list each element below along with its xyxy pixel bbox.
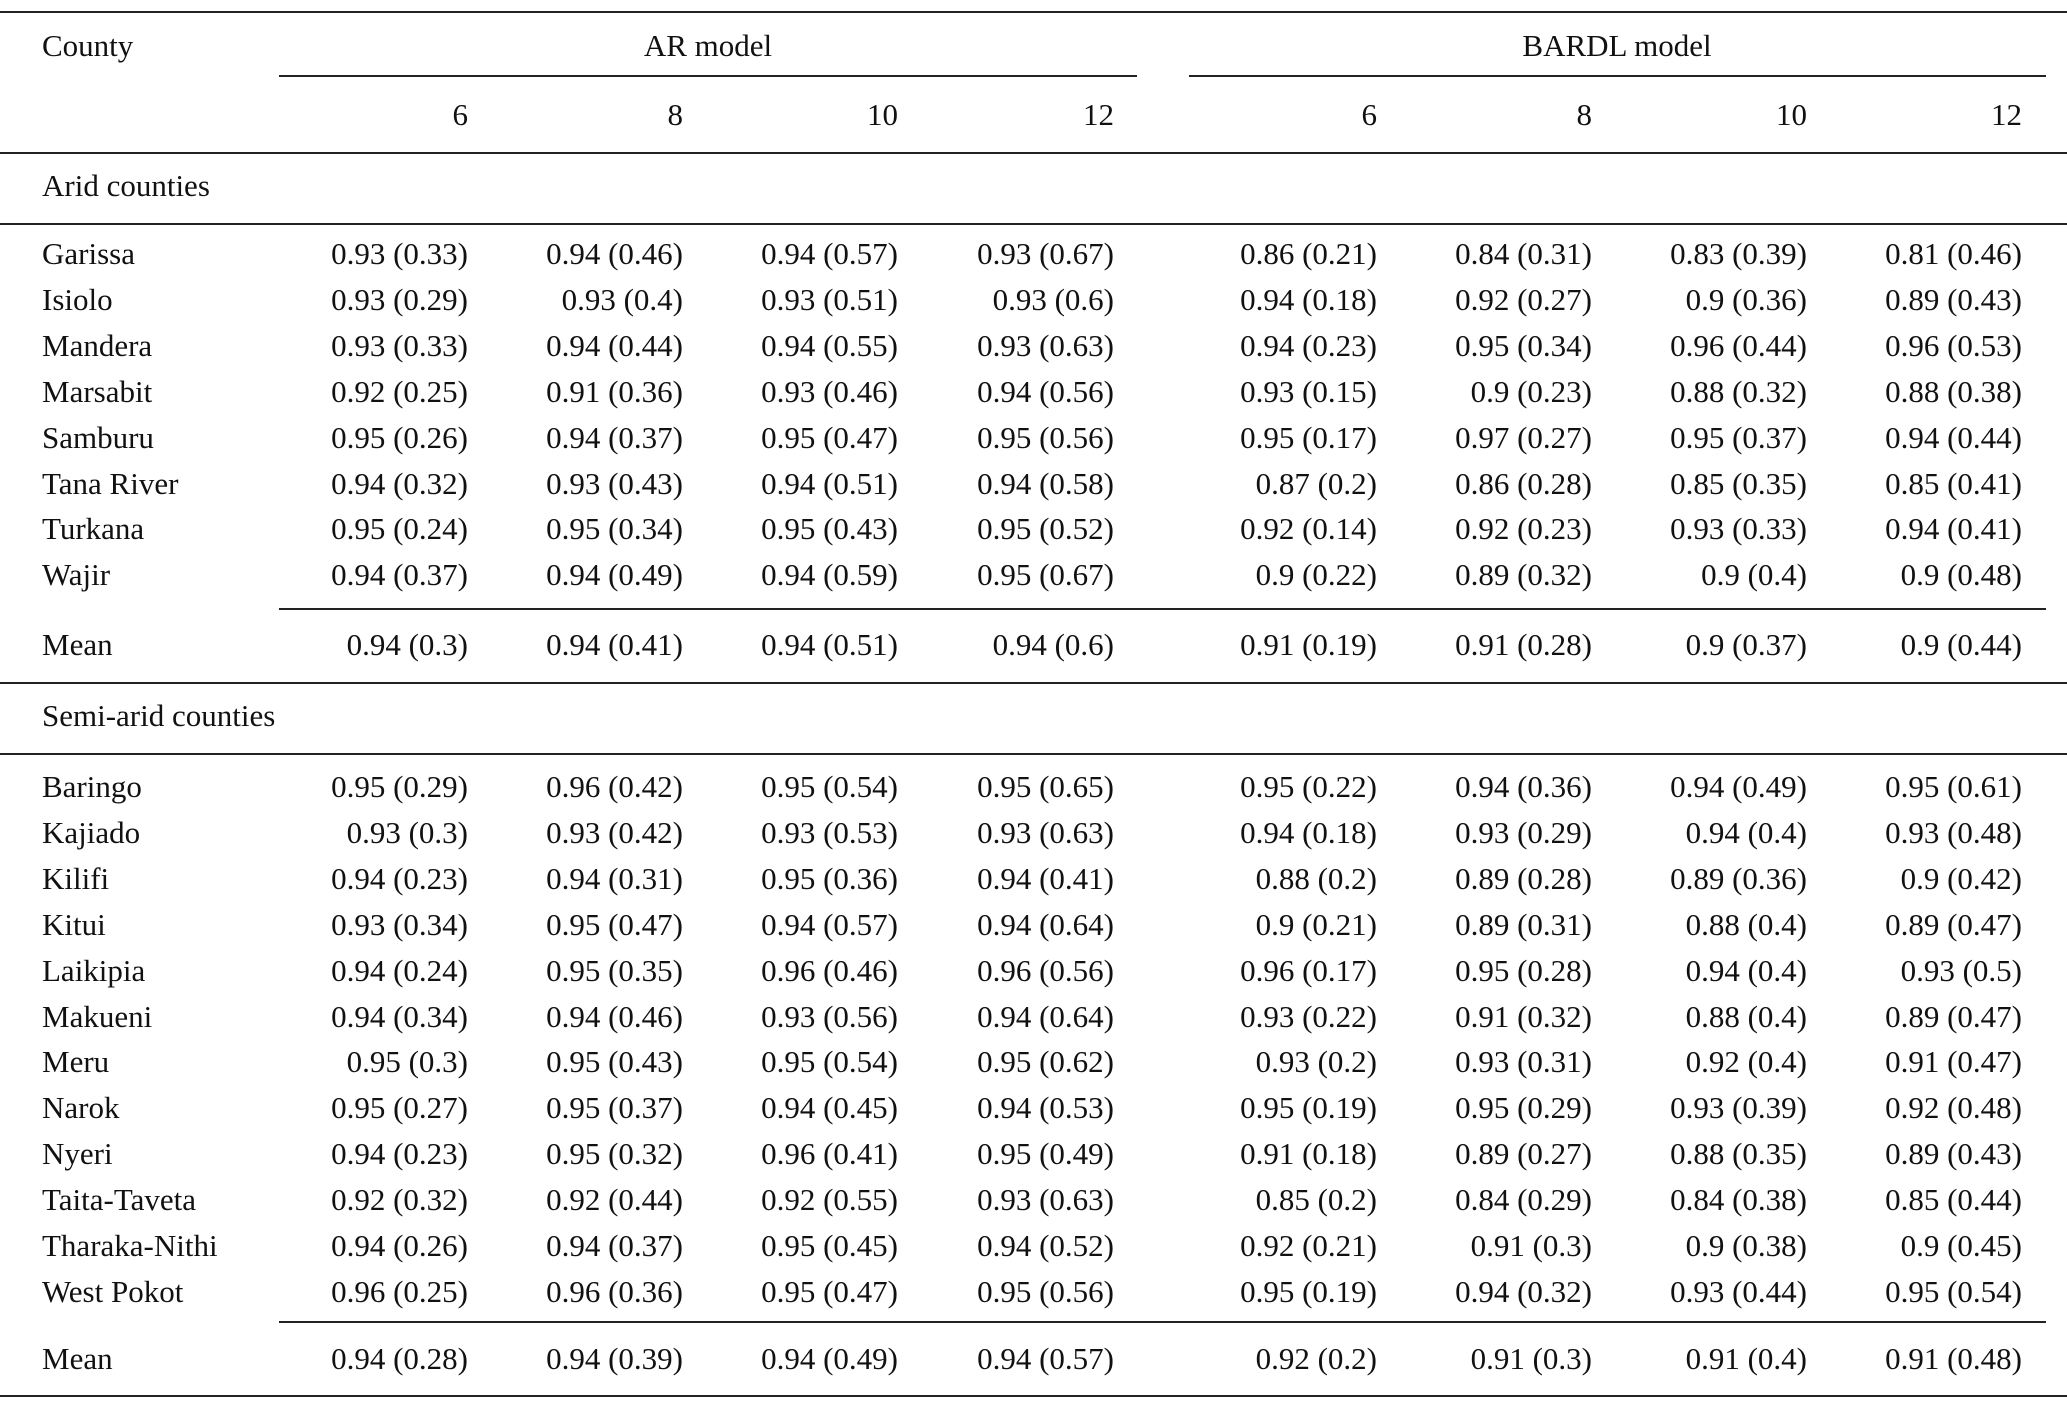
table-cell: 0.92 (0.55): [761, 1182, 898, 1218]
table-cell: 0.96 (0.41): [761, 1136, 898, 1172]
table-cell: 0.88 (0.32): [1670, 373, 1807, 409]
county-name: Taita-Taveta: [42, 1182, 197, 1218]
bardl-model-header: BARDL model: [1522, 28, 1712, 63]
mean-cell: 0.94 (0.51): [761, 627, 898, 662]
table-cell: 0.93 (0.48): [1885, 814, 2022, 850]
table-cell: 0.9 (0.36): [1685, 281, 1807, 317]
table-cell: 0.92 (0.14): [1240, 511, 1377, 547]
county-name: Laikipia: [42, 952, 146, 988]
county-name: Mandera: [42, 327, 153, 363]
table-cell: 0.94 (0.4): [1685, 952, 1807, 988]
table-cell: 0.94 (0.34): [331, 998, 468, 1034]
table-cell: 0.95 (0.3): [346, 1044, 468, 1080]
table-cell: 0.94 (0.26): [331, 1228, 468, 1263]
table-cell: 0.94 (0.57): [761, 236, 898, 271]
table-cell: 0.93 (0.63): [977, 327, 1114, 363]
table-cell: 0.89 (0.31): [1455, 906, 1592, 942]
table-cell: 0.96 (0.36): [546, 1273, 683, 1309]
mean-cell: 0.91 (0.48): [1885, 1341, 2022, 1376]
table-cell: 0.9 (0.38): [1685, 1228, 1807, 1263]
mean-cell: 0.94 (0.49): [761, 1341, 898, 1376]
table-cell: 0.93 (0.39): [1670, 1090, 1807, 1126]
county-name: Samburu: [42, 419, 154, 455]
county-name: Marsabit: [42, 373, 153, 409]
mean-rule: [279, 608, 2046, 610]
table-cell: 0.9 (0.48): [1900, 557, 2022, 593]
mean-label: Mean: [42, 627, 113, 662]
table-cell: 0.94 (0.36): [1455, 769, 1592, 804]
table-cell: 0.81 (0.46): [1885, 236, 2022, 271]
table-cell: 0.89 (0.28): [1455, 860, 1592, 896]
county-name: Meru: [42, 1044, 110, 1080]
table-cell: 0.84 (0.38): [1670, 1182, 1807, 1218]
table-cell: 0.89 (0.47): [1885, 998, 2022, 1034]
table-cell: 0.94 (0.45): [761, 1090, 898, 1126]
table-cell: 0.88 (0.38): [1885, 373, 2022, 409]
table-cell: 0.95 (0.27): [331, 1090, 468, 1126]
table-cell: 0.95 (0.32): [546, 1136, 683, 1172]
table-cell: 0.93 (0.43): [546, 465, 683, 501]
table-cell: 0.93 (0.22): [1240, 998, 1377, 1034]
table-cell: 0.92 (0.21): [1240, 1228, 1377, 1263]
table-cell: 0.97 (0.27): [1455, 419, 1592, 455]
table-cell: 0.94 (0.64): [977, 998, 1114, 1034]
bardl-column-header: 12: [1991, 97, 2022, 132]
ar-column-header: 8: [667, 97, 683, 132]
mean-cell: 0.94 (0.28): [331, 1341, 468, 1376]
mean-cell: 0.92 (0.2): [1255, 1341, 1377, 1376]
section-title: Arid counties: [42, 168, 210, 203]
bardl-column-header: 6: [1361, 97, 1377, 132]
table-cell: 0.94 (0.18): [1240, 281, 1377, 317]
county-name: Tana River: [42, 465, 179, 501]
table-cell: 0.94 (0.4): [1685, 814, 1807, 850]
table-cell: 0.96 (0.56): [977, 952, 1114, 988]
table-cell: 0.94 (0.23): [1240, 327, 1377, 363]
section-end-rule: [0, 1395, 2067, 1397]
table-cell: 0.91 (0.47): [1885, 1044, 2022, 1080]
mean-cell: 0.9 (0.37): [1685, 627, 1807, 662]
table-cell: 0.95 (0.47): [546, 906, 683, 942]
table-cell: 0.93 (0.5): [1900, 952, 2022, 988]
table-cell: 0.93 (0.46): [761, 373, 898, 409]
table-cell: 0.93 (0.67): [977, 236, 1114, 271]
table-cell: 0.94 (0.32): [331, 465, 468, 501]
table-cell: 0.93 (0.31): [1455, 1044, 1592, 1080]
table-cell: 0.95 (0.56): [977, 1273, 1114, 1309]
table-cell: 0.95 (0.34): [1455, 327, 1592, 363]
table-cell: 0.95 (0.24): [331, 511, 468, 547]
table-cell: 0.88 (0.35): [1670, 1136, 1807, 1172]
table-cell: 0.93 (0.63): [977, 1182, 1114, 1218]
table-cell: 0.94 (0.57): [761, 906, 898, 942]
table-cell: 0.94 (0.23): [331, 860, 468, 896]
table-cell: 0.95 (0.26): [331, 419, 468, 455]
table-cell: 0.94 (0.49): [1670, 769, 1807, 804]
county-name: West Pokot: [42, 1273, 184, 1309]
bardl-model-spanner-rule: [1189, 75, 2046, 77]
table-cell: 0.9 (0.45): [1900, 1228, 2022, 1263]
table-cell: 0.91 (0.3): [1470, 1228, 1592, 1263]
county-name: Garissa: [42, 236, 135, 271]
mean-rule: [279, 1321, 2046, 1323]
ar-column-header: 10: [867, 97, 898, 132]
table-cell: 0.85 (0.35): [1670, 465, 1807, 501]
county-header: County: [42, 28, 134, 63]
table-cell: 0.85 (0.44): [1885, 1182, 2022, 1218]
table-cell: 0.95 (0.54): [761, 769, 898, 804]
table-cell: 0.9 (0.42): [1900, 860, 2022, 896]
table-cell: 0.93 (0.51): [761, 281, 898, 317]
table-cell: 0.92 (0.4): [1685, 1044, 1807, 1080]
table-cell: 0.96 (0.42): [546, 769, 683, 804]
section-rule: [0, 753, 2067, 755]
table-cell: 0.91 (0.32): [1455, 998, 1592, 1034]
table-cell: 0.93 (0.33): [1670, 511, 1807, 547]
table-cell: 0.89 (0.43): [1885, 1136, 2022, 1172]
table-cell: 0.86 (0.28): [1455, 465, 1592, 501]
table-cell: 0.95 (0.19): [1240, 1090, 1377, 1126]
table-cell: 0.94 (0.37): [331, 557, 468, 593]
table-cell: 0.93 (0.53): [761, 814, 898, 850]
mean-label: Mean: [42, 1341, 113, 1376]
table-cell: 0.96 (0.53): [1885, 327, 2022, 363]
table-cell: 0.94 (0.31): [546, 860, 683, 896]
table-cell: 0.95 (0.52): [977, 511, 1114, 547]
table-cell: 0.84 (0.31): [1455, 236, 1592, 271]
table-cell: 0.93 (0.33): [331, 327, 468, 363]
ar-column-header: 6: [452, 97, 468, 132]
bardl-column-header: 10: [1776, 97, 1807, 132]
table-cell: 0.93 (0.6): [992, 281, 1114, 317]
table-cell: 0.93 (0.63): [977, 814, 1114, 850]
county-name: Wajir: [42, 557, 111, 593]
table-cell: 0.93 (0.3): [346, 814, 468, 850]
table-cell: 0.95 (0.43): [761, 511, 898, 547]
county-name: Narok: [42, 1090, 120, 1126]
table-cell: 0.94 (0.51): [761, 465, 898, 501]
top-rule: [0, 11, 2067, 13]
mean-cell: 0.94 (0.41): [546, 627, 683, 662]
mean-cell: 0.94 (0.57): [977, 1341, 1114, 1376]
table-cell: 0.94 (0.55): [761, 327, 898, 363]
county-name: Nyeri: [42, 1136, 113, 1172]
table-cell: 0.95 (0.37): [546, 1090, 683, 1126]
table-cell: 0.91 (0.18): [1240, 1136, 1377, 1172]
county-name: Baringo: [42, 769, 142, 804]
table-cell: 0.94 (0.46): [546, 236, 683, 271]
table-cell: 0.96 (0.25): [331, 1273, 468, 1309]
table-cell: 0.93 (0.33): [331, 236, 468, 271]
table-cell: 0.94 (0.64): [977, 906, 1114, 942]
county-name: Kitui: [42, 906, 106, 942]
table-cell: 0.93 (0.2): [1255, 1044, 1377, 1080]
table-cell: 0.94 (0.24): [331, 952, 468, 988]
table-cell: 0.87 (0.2): [1255, 465, 1377, 501]
table-cell: 0.85 (0.41): [1885, 465, 2022, 501]
table-cell: 0.95 (0.35): [546, 952, 683, 988]
table-cell: 0.94 (0.59): [761, 557, 898, 593]
table-cell: 0.94 (0.58): [977, 465, 1114, 501]
table-cell: 0.95 (0.29): [1455, 1090, 1592, 1126]
table-cell: 0.93 (0.34): [331, 906, 468, 942]
table-cell: 0.95 (0.28): [1455, 952, 1592, 988]
ar-model-spanner-rule: [279, 75, 1137, 77]
county-name: Isiolo: [42, 281, 113, 317]
table-cell: 0.94 (0.37): [546, 419, 683, 455]
table-cell: 0.92 (0.27): [1455, 281, 1592, 317]
table-cell: 0.89 (0.47): [1885, 906, 2022, 942]
table-cell: 0.95 (0.29): [331, 769, 468, 804]
section-title: Semi-arid counties: [42, 698, 276, 733]
table-cell: 0.94 (0.44): [546, 327, 683, 363]
table-cell: 0.94 (0.23): [331, 1136, 468, 1172]
table-cell: 0.94 (0.41): [977, 860, 1114, 896]
table-cell: 0.94 (0.18): [1240, 814, 1377, 850]
county-name: Kajiado: [42, 814, 141, 850]
table-cell: 0.93 (0.42): [546, 814, 683, 850]
table-cell: 0.88 (0.2): [1255, 860, 1377, 896]
table-cell: 0.93 (0.4): [561, 281, 683, 317]
table-cell: 0.92 (0.25): [331, 373, 468, 409]
table-cell: 0.92 (0.44): [546, 1182, 683, 1218]
table-cell: 0.93 (0.15): [1240, 373, 1377, 409]
table-cell: 0.95 (0.22): [1240, 769, 1377, 804]
table-cell: 0.94 (0.49): [546, 557, 683, 593]
table-cell: 0.95 (0.49): [977, 1136, 1114, 1172]
table-cell: 0.95 (0.67): [977, 557, 1114, 593]
table-cell: 0.93 (0.44): [1670, 1273, 1807, 1309]
table-cell: 0.95 (0.54): [1885, 1273, 2022, 1309]
table-cell: 0.94 (0.53): [977, 1090, 1114, 1126]
ar-column-header: 12: [1083, 97, 1114, 132]
table-cell: 0.94 (0.56): [977, 373, 1114, 409]
mean-cell: 0.91 (0.19): [1240, 627, 1377, 662]
table-cell: 0.94 (0.52): [977, 1228, 1114, 1263]
mean-cell: 0.91 (0.3): [1470, 1341, 1592, 1376]
county-name: Tharaka-Nithi: [42, 1228, 218, 1263]
table-cell: 0.89 (0.43): [1885, 281, 2022, 317]
county-name: Turkana: [42, 511, 145, 547]
table-cell: 0.92 (0.32): [331, 1182, 468, 1218]
table-cell: 0.95 (0.43): [546, 1044, 683, 1080]
table-cell: 0.93 (0.56): [761, 998, 898, 1034]
table-cell: 0.96 (0.17): [1240, 952, 1377, 988]
table-cell: 0.94 (0.41): [1885, 511, 2022, 547]
table-cell: 0.96 (0.44): [1670, 327, 1807, 363]
header-rule: [0, 152, 2067, 154]
table-cell: 0.95 (0.36): [761, 860, 898, 896]
section-rule: [0, 223, 2067, 225]
table-cell: 0.86 (0.21): [1240, 236, 1377, 271]
table-cell: 0.95 (0.62): [977, 1044, 1114, 1080]
table-cell: 0.89 (0.27): [1455, 1136, 1592, 1172]
mean-cell: 0.94 (0.6): [992, 627, 1114, 662]
table-cell: 0.94 (0.32): [1455, 1273, 1592, 1309]
mean-cell: 0.91 (0.28): [1455, 627, 1592, 662]
table-cell: 0.95 (0.19): [1240, 1273, 1377, 1309]
table-cell: 0.91 (0.36): [546, 373, 683, 409]
table-cell: 0.95 (0.45): [761, 1228, 898, 1263]
table-cell: 0.94 (0.46): [546, 998, 683, 1034]
table-cell: 0.94 (0.37): [546, 1228, 683, 1263]
table-cell: 0.95 (0.54): [761, 1044, 898, 1080]
bardl-column-header: 8: [1576, 97, 1592, 132]
table-cell: 0.9 (0.21): [1255, 906, 1377, 942]
table-cell: 0.88 (0.4): [1685, 998, 1807, 1034]
table-cell: 0.85 (0.2): [1255, 1182, 1377, 1218]
table-cell: 0.96 (0.46): [761, 952, 898, 988]
mean-cell: 0.94 (0.3): [346, 627, 468, 662]
table-cell: 0.95 (0.61): [1885, 769, 2022, 804]
table-cell: 0.95 (0.65): [977, 769, 1114, 804]
table-cell: 0.89 (0.36): [1670, 860, 1807, 896]
table-cell: 0.95 (0.47): [761, 1273, 898, 1309]
section-end-rule: [0, 682, 2067, 684]
table-cell: 0.89 (0.32): [1455, 557, 1592, 593]
table-cell: 0.83 (0.39): [1670, 236, 1807, 271]
table-cell: 0.84 (0.29): [1455, 1182, 1592, 1218]
table-cell: 0.9 (0.23): [1470, 373, 1592, 409]
table-cell: 0.92 (0.23): [1455, 511, 1592, 547]
table-cell: 0.95 (0.34): [546, 511, 683, 547]
table-cell: 0.9 (0.4): [1701, 557, 1807, 593]
table-cell: 0.95 (0.17): [1240, 419, 1377, 455]
table-cell: 0.94 (0.44): [1885, 419, 2022, 455]
mean-cell: 0.9 (0.44): [1900, 627, 2022, 662]
mean-cell: 0.91 (0.4): [1685, 1341, 1807, 1376]
county-name: Makueni: [42, 998, 153, 1034]
ar-model-header: AR model: [643, 28, 773, 63]
county-name: Kilifi: [42, 860, 110, 896]
table-cell: 0.95 (0.37): [1670, 419, 1807, 455]
table-cell: 0.88 (0.4): [1685, 906, 1807, 942]
table-cell: 0.93 (0.29): [1455, 814, 1592, 850]
table-cell: 0.95 (0.47): [761, 419, 898, 455]
table-cell: 0.95 (0.56): [977, 419, 1114, 455]
table-cell: 0.92 (0.48): [1885, 1090, 2022, 1126]
mean-cell: 0.94 (0.39): [546, 1341, 683, 1376]
table-cell: 0.93 (0.29): [331, 281, 468, 317]
table-cell: 0.9 (0.22): [1255, 557, 1377, 593]
